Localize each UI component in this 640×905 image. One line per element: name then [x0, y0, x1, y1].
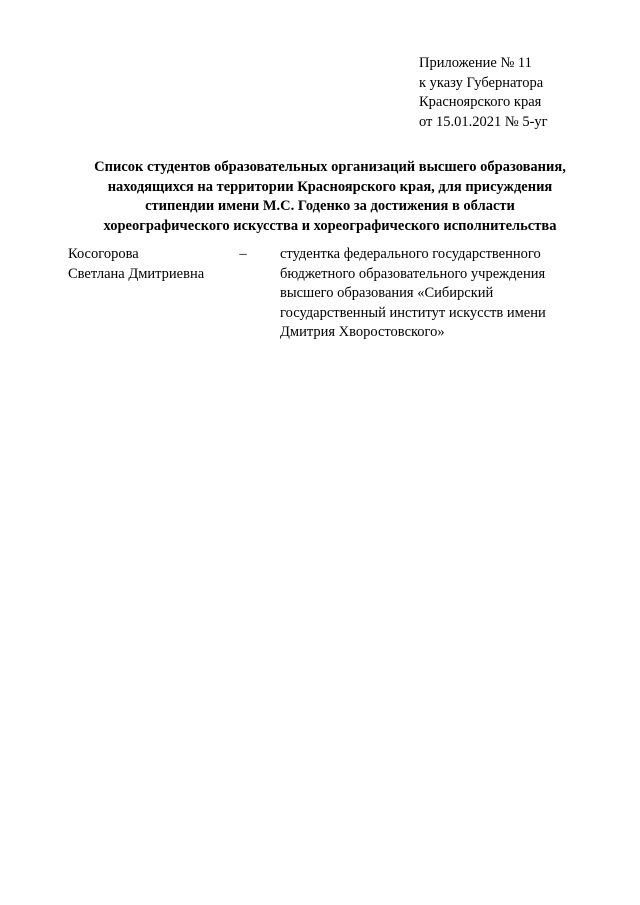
student-surname: Косогорова	[68, 246, 139, 262]
description-line: Дмитрия Хворостовского»	[280, 324, 445, 340]
student-description	[280, 245, 580, 343]
appendix-number: Приложение № 11	[419, 55, 532, 71]
student-name	[68, 245, 238, 284]
student-given-names: Светлана Дмитриевна	[68, 265, 205, 282]
description-line: высшего образования «Сибирский	[280, 285, 494, 301]
title-line: находящихся на территории Красноярского края, для присуждения	[107, 178, 553, 195]
title-line: Список студентов образовательных организаций высшего образования,	[94, 159, 566, 175]
entry-dash: –	[239, 246, 247, 262]
description-line: государственный институт искусств имени	[280, 304, 546, 321]
appendix-reference	[419, 54, 619, 132]
appendix-decree-ref: к указу Губернатора	[419, 74, 544, 91]
description-line: бюджетного образовательного учреждения	[280, 265, 546, 282]
title-line: стипендии имени М.С. Годенко за достижения в области	[145, 198, 515, 214]
document-title	[60, 158, 600, 236]
appendix-region: Красноярского края	[419, 94, 542, 110]
appendix-date: от 15.01.2021 № 5-уг	[419, 113, 548, 130]
title-line: хореографического искусства и хореографического исполнительства	[103, 217, 557, 234]
description-line: студентка федерального государственного	[280, 246, 541, 262]
